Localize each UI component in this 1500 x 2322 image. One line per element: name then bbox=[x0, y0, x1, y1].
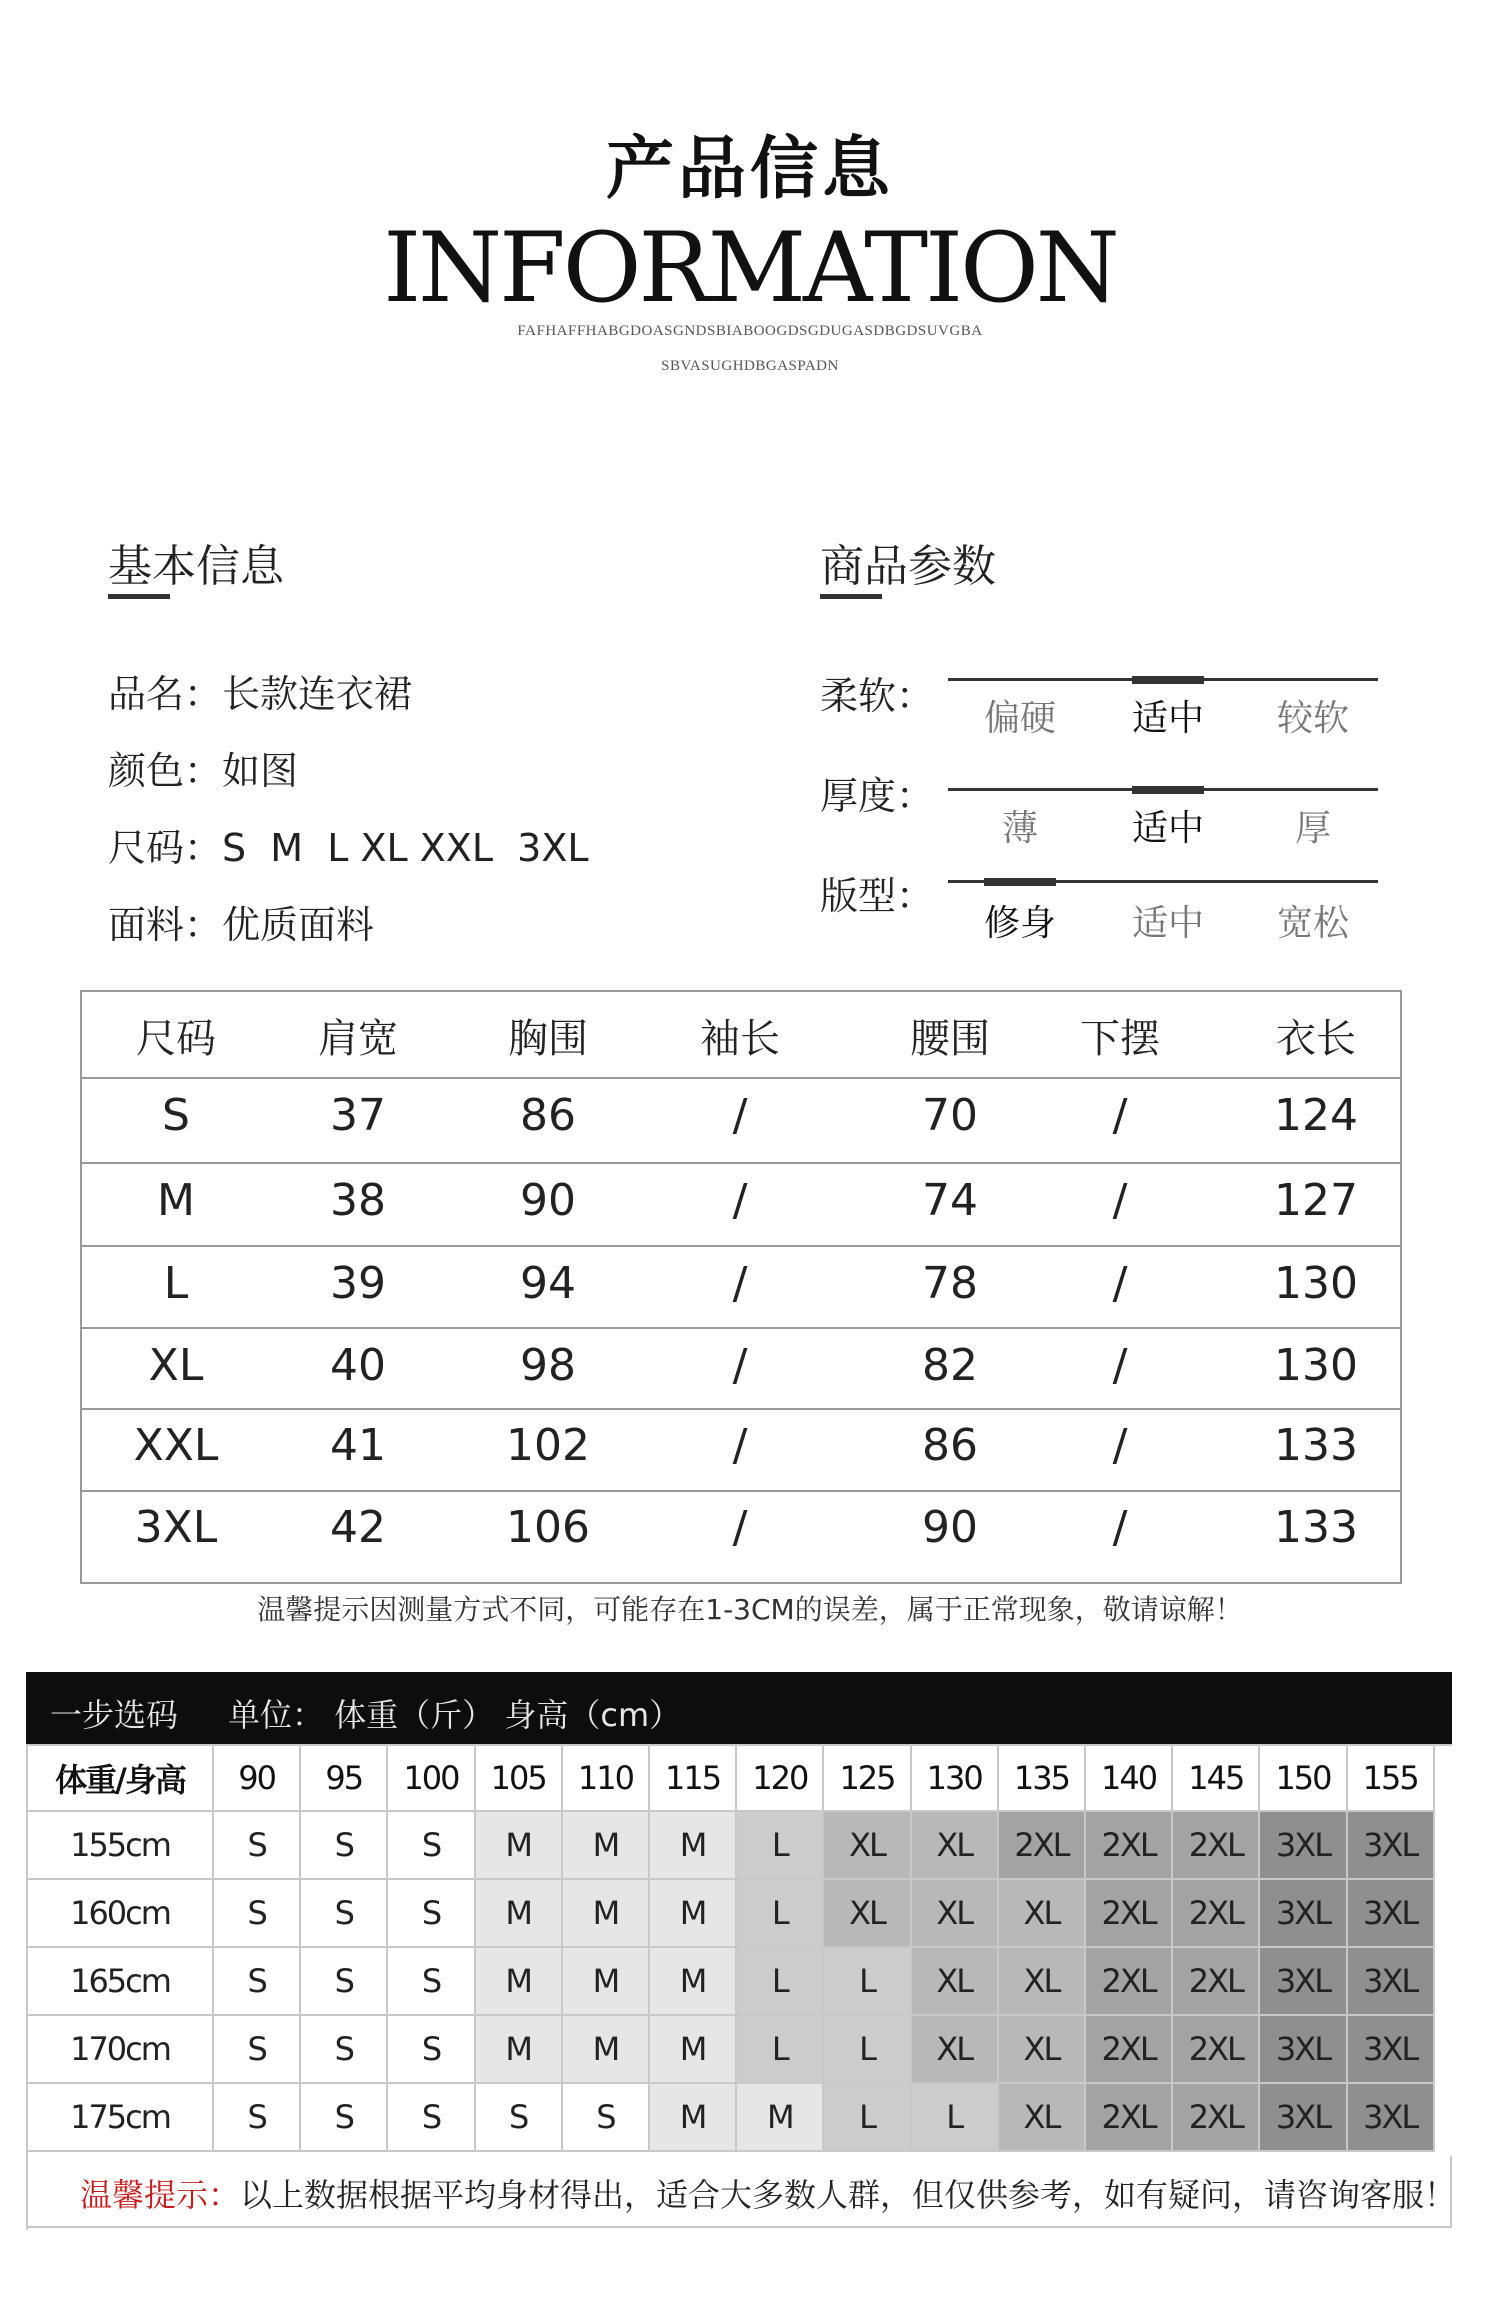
size-table-cell: / bbox=[732, 1502, 748, 1553]
size-table-cell: XL bbox=[148, 1340, 204, 1391]
size-guide-cell: L bbox=[824, 2084, 911, 2152]
size-table-cell: 124 bbox=[1274, 1090, 1358, 1141]
size-guide-cell: M bbox=[650, 1812, 737, 1880]
param-option-2-2: 宽松 bbox=[1276, 903, 1349, 944]
size-guide-cell: 3XL bbox=[1348, 1880, 1435, 1948]
param-option-1-2: 厚 bbox=[1294, 808, 1331, 849]
size-table-cell: 41 bbox=[330, 1420, 386, 1471]
size-guide-cell: S bbox=[563, 2084, 650, 2152]
param-option-0-2: 较软 bbox=[1276, 698, 1349, 739]
size-guide-cell: M bbox=[476, 1812, 563, 1880]
size-guide-weight: 115 bbox=[650, 1746, 737, 1812]
size-guide-cell: S bbox=[214, 1812, 301, 1880]
size-guide-cell: M bbox=[563, 2016, 650, 2084]
size-guide-weight: 145 bbox=[1173, 1746, 1260, 1812]
size-guide-tip bbox=[80, 2170, 1456, 2216]
size-guide-cell: 2XL bbox=[1173, 2084, 1260, 2152]
size-guide-cell: S bbox=[214, 1880, 301, 1948]
size-guide-cell: S bbox=[214, 2016, 301, 2084]
size-guide-cell: XL bbox=[824, 1812, 911, 1880]
size-guide-cell: L bbox=[737, 1812, 824, 1880]
size-guide-cell: S bbox=[214, 1948, 301, 2016]
size-table-cell: / bbox=[1112, 1420, 1128, 1471]
size-table-rule-0 bbox=[80, 1077, 1402, 1079]
param-option-1-1: 适中 bbox=[1131, 808, 1204, 849]
size-table-header: 下摆 bbox=[1080, 1016, 1160, 1062]
size-guide-cell: L bbox=[824, 1948, 911, 2016]
size-table-header: 肩宽 bbox=[318, 1016, 398, 1062]
size-guide-corner: 体重/身高 bbox=[28, 1746, 214, 1812]
size-guide-cell: S bbox=[388, 2016, 475, 2084]
size-guide-cell: XL bbox=[999, 1880, 1086, 1948]
size-guide-cell: 2XL bbox=[1086, 2016, 1173, 2084]
size-table-cell: / bbox=[732, 1420, 748, 1471]
param-label-0: 柔软： bbox=[820, 674, 935, 718]
size-table-cell: 42 bbox=[330, 1502, 386, 1553]
basic-info-heading: 基本信息 bbox=[108, 541, 284, 592]
size-guide-cell: S bbox=[301, 2084, 388, 2152]
size-guide-cell: 3XL bbox=[1260, 1880, 1347, 1948]
info-row-name: 品名：长款连衣裙 bbox=[108, 672, 413, 716]
size-table-cell: 106 bbox=[506, 1502, 590, 1553]
size-table-cell: 39 bbox=[330, 1258, 386, 1309]
size-table-header: 尺码 bbox=[136, 1016, 216, 1062]
size-table-cell: 127 bbox=[1274, 1175, 1358, 1226]
param-option-0-1: 适中 bbox=[1131, 698, 1204, 739]
size-guide-height: 155cm bbox=[28, 1812, 214, 1880]
size-guide-cell: 3XL bbox=[1260, 1948, 1347, 2016]
param-option-2-1: 适中 bbox=[1131, 903, 1204, 944]
size-guide-cell: XL bbox=[912, 2016, 999, 2084]
size-guide-cell: M bbox=[650, 1880, 737, 1948]
size-table-cell: 74 bbox=[922, 1175, 978, 1226]
product-params-heading: 商品参数 bbox=[820, 541, 996, 592]
size-table-cell: 133 bbox=[1274, 1420, 1358, 1471]
size-guide-cell: 3XL bbox=[1260, 1812, 1347, 1880]
size-guide-height: 175cm bbox=[28, 2084, 214, 2152]
size-guide-weight: 90 bbox=[214, 1746, 301, 1812]
size-table-cell: 37 bbox=[330, 1090, 386, 1141]
size-guide-cell: 2XL bbox=[1173, 1948, 1260, 2016]
size-guide-cell: XL bbox=[999, 1948, 1086, 2016]
size-table-cell: 90 bbox=[520, 1175, 576, 1226]
size-guide-cell: XL bbox=[999, 2084, 1086, 2152]
size-table-cell: / bbox=[1112, 1175, 1128, 1226]
param-selected-marker-1 bbox=[1132, 786, 1204, 794]
size-guide-cell: S bbox=[388, 1948, 475, 2016]
size-guide-cell: 2XL bbox=[1086, 2084, 1173, 2152]
tip-text: 以上数据根据平均身材得出，适合大多数人群，但仅供参考，如有疑问，请咨询客服！ bbox=[240, 2176, 1457, 2214]
size-table-header: 胸围 bbox=[508, 1016, 588, 1062]
size-table-cell: 86 bbox=[922, 1420, 978, 1471]
info-row-fabric: 面料：优质面料 bbox=[108, 903, 375, 947]
size-guide-weight: 155 bbox=[1348, 1746, 1435, 1812]
size-table-cell: / bbox=[732, 1258, 748, 1309]
size-table-cell: 70 bbox=[922, 1090, 978, 1141]
size-guide-cell: 2XL bbox=[999, 1812, 1086, 1880]
size-table-rule-4 bbox=[80, 1408, 1402, 1410]
size-guide-cell: S bbox=[301, 1948, 388, 2016]
size-table-rule-2 bbox=[80, 1245, 1402, 1247]
size-guide-weight: 130 bbox=[912, 1746, 999, 1812]
size-guide-cell: M bbox=[476, 2016, 563, 2084]
size-table-cell: / bbox=[732, 1175, 748, 1226]
size-guide-cell: S bbox=[476, 2084, 563, 2152]
size-guide-cell: XL bbox=[912, 1880, 999, 1948]
size-table-cell: M bbox=[157, 1175, 195, 1226]
size-table-header: 衣长 bbox=[1276, 1016, 1356, 1062]
param-option-2-0: 修身 bbox=[983, 903, 1056, 944]
param-label-2: 版型： bbox=[820, 874, 935, 918]
size-table-rule-3 bbox=[80, 1327, 1402, 1329]
size-guide-cell: S bbox=[214, 2084, 301, 2152]
size-guide-cell: 3XL bbox=[1348, 1812, 1435, 1880]
size-table-header: 袖长 bbox=[700, 1016, 780, 1062]
size-table-cell: 130 bbox=[1274, 1340, 1358, 1391]
size-guide-height: 160cm bbox=[28, 1880, 214, 1948]
size-guide-cell: 2XL bbox=[1086, 1812, 1173, 1880]
param-selected-marker-0 bbox=[1132, 676, 1204, 684]
page-title-en: INFORMATION bbox=[383, 212, 1117, 324]
size-guide-height: 170cm bbox=[28, 2016, 214, 2084]
size-guide-cell: M bbox=[650, 2016, 737, 2084]
param-label-1: 厚度： bbox=[820, 774, 935, 818]
size-guide-cell: L bbox=[737, 1880, 824, 1948]
size-guide-cell: 3XL bbox=[1348, 2084, 1435, 2152]
subtitle-line-2: SBVASUGHDBGASPADN bbox=[661, 358, 839, 374]
size-table-cell: 86 bbox=[520, 1090, 576, 1141]
size-table-cell: S bbox=[162, 1090, 190, 1141]
size-table-cell: 90 bbox=[922, 1502, 978, 1553]
tip-label: 温馨提示： bbox=[80, 2176, 241, 2214]
size-guide-weight: 95 bbox=[301, 1746, 388, 1812]
size-guide-cell: XL bbox=[912, 1948, 999, 2016]
page-title-cn: 产品信息 bbox=[605, 130, 894, 209]
size-guide-cell: S bbox=[301, 1880, 388, 1948]
size-table-cell: XXL bbox=[133, 1420, 219, 1471]
size-guide-cell: 2XL bbox=[1173, 1880, 1260, 1948]
size-table-cell: L bbox=[163, 1258, 189, 1309]
size-guide-cell: 2XL bbox=[1173, 2016, 1260, 2084]
param-option-1-0: 薄 bbox=[1001, 808, 1038, 849]
size-guide-cell: M bbox=[563, 1948, 650, 2016]
size-guide-cell: S bbox=[388, 2084, 475, 2152]
size-guide-unit: 单位： 体重（斤） 身高（cm） bbox=[228, 1696, 682, 1734]
size-table-cell: 3XL bbox=[134, 1502, 218, 1553]
size-guide-cell: M bbox=[737, 2084, 824, 2152]
size-table-cell: 94 bbox=[520, 1258, 576, 1309]
size-guide-cell: XL bbox=[912, 1812, 999, 1880]
size-table-cell: / bbox=[732, 1340, 748, 1391]
size-guide-cell: S bbox=[388, 1812, 475, 1880]
size-guide-cell: M bbox=[563, 1812, 650, 1880]
param-selected-marker-2 bbox=[984, 878, 1056, 886]
param-option-0-0: 偏硬 bbox=[983, 698, 1056, 739]
size-guide-cell: L bbox=[912, 2084, 999, 2152]
size-table-rule-1 bbox=[80, 1162, 1402, 1164]
size-guide-weight: 120 bbox=[737, 1746, 824, 1812]
info-row-color: 颜色：如图 bbox=[108, 749, 299, 793]
size-guide-weight: 150 bbox=[1260, 1746, 1347, 1812]
subtitle-line-1: FAFHAFFHABGDOASGNDSBIABOOGDSGDUGASDBGDSUVGBA bbox=[517, 323, 983, 339]
info-row-size: 尺码：S M L XL XXL 3XL bbox=[108, 826, 589, 870]
size-guide-cell: M bbox=[650, 2084, 737, 2152]
size-guide-cell: L bbox=[737, 1948, 824, 2016]
size-table-header: 腰围 bbox=[910, 1016, 990, 1062]
size-guide-cell: 2XL bbox=[1086, 1880, 1173, 1948]
size-guide-cell: M bbox=[476, 1880, 563, 1948]
size-table-cell: / bbox=[1112, 1502, 1128, 1553]
size-guide-cell: S bbox=[388, 1880, 475, 1948]
size-guide-cell: XL bbox=[999, 2016, 1086, 2084]
size-guide-weight: 105 bbox=[476, 1746, 563, 1812]
size-guide-cell: L bbox=[737, 2016, 824, 2084]
size-guide-cell: 2XL bbox=[1086, 1948, 1173, 2016]
size-table-rule-5 bbox=[80, 1490, 1402, 1492]
size-guide-weight: 140 bbox=[1086, 1746, 1173, 1812]
size-guide-cell: M bbox=[650, 1948, 737, 2016]
measurement-note: 温馨提示因测量方式不同，可能存在1-3CM的误差，属于正常现象，敬请谅解！ bbox=[257, 1593, 1243, 1626]
product-params-underline bbox=[820, 594, 882, 599]
size-table-cell: / bbox=[1112, 1258, 1128, 1309]
size-table-cell: / bbox=[1112, 1090, 1128, 1141]
size-table-cell: 40 bbox=[330, 1340, 386, 1391]
size-guide-cell: XL bbox=[824, 1880, 911, 1948]
size-table-cell: 102 bbox=[506, 1420, 590, 1471]
size-table-cell: 133 bbox=[1274, 1502, 1358, 1553]
size-guide-cell: M bbox=[563, 1880, 650, 1948]
size-table-cell: 38 bbox=[330, 1175, 386, 1226]
size-guide-height: 165cm bbox=[28, 1948, 214, 2016]
size-guide-weight: 135 bbox=[999, 1746, 1086, 1812]
size-guide-cell: 2XL bbox=[1173, 1812, 1260, 1880]
size-guide-cell: 3XL bbox=[1348, 1948, 1435, 2016]
size-guide-cell: 3XL bbox=[1348, 2016, 1435, 2084]
size-guide-weight: 100 bbox=[388, 1746, 475, 1812]
size-guide-weight: 110 bbox=[563, 1746, 650, 1812]
size-guide-cell: S bbox=[301, 2016, 388, 2084]
size-guide-cell: 3XL bbox=[1260, 2084, 1347, 2152]
size-table-cell: 82 bbox=[922, 1340, 978, 1391]
size-guide-cell: L bbox=[824, 2016, 911, 2084]
size-table-cell: 98 bbox=[520, 1340, 576, 1391]
size-guide-title: 一步选码 bbox=[50, 1696, 179, 1734]
size-guide-cell: 3XL bbox=[1260, 2016, 1347, 2084]
size-guide-weight: 125 bbox=[824, 1746, 911, 1812]
size-guide-cell: S bbox=[301, 1812, 388, 1880]
size-table-cell: / bbox=[732, 1090, 748, 1141]
basic-info-underline bbox=[108, 594, 170, 599]
size-table-cell: / bbox=[1112, 1340, 1128, 1391]
size-guide-cell: M bbox=[476, 1948, 563, 2016]
size-table-cell: 130 bbox=[1274, 1258, 1358, 1309]
size-table-cell: 78 bbox=[922, 1258, 978, 1309]
